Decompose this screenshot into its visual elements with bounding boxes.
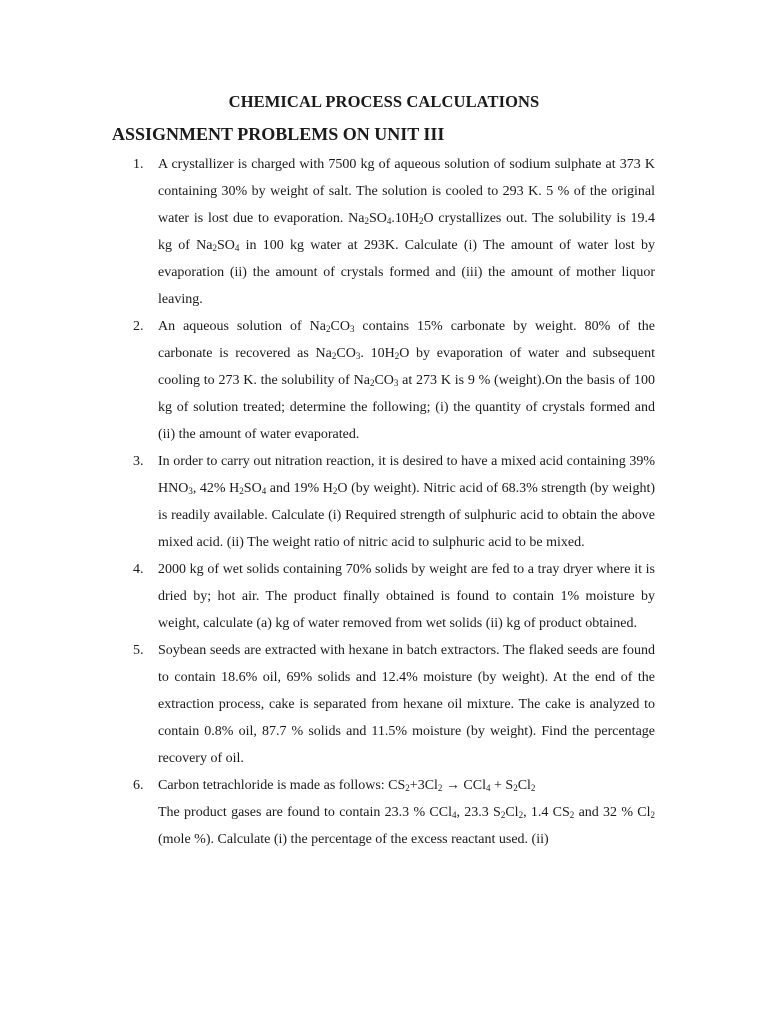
problem-text-run: A crystallizer is charged with 7500 kg of aqueous solution of sodium sulphate at 373 K containing 30% by weight of salt. The solution is cooled to 293 K. 5 % of the original water is lost due to evaporation. Na — [158, 157, 655, 226]
problem-text-run: , 23.3 S — [456, 805, 501, 820]
problem-text-run: 2000 kg of wet solids containing 70% solids by weight are fed to a tray dryer where it is dried by; hot air. The product finally obtained is found to contain 1% moisture by weight, calculate (a) kg of water removed from wet solids (ii) kg of product obtained. — [158, 562, 655, 631]
problem-text-run: contains 15% carbonate by weight. 80% of the carbonate is recovered as Na — [158, 319, 656, 361]
problem-text-run: Soybean seeds are extracted with hexane in batch extractors. The flaked seeds are found to contain 18.6% oil, 69% solids and 12.4% moisture (by weight). At the end of the extraction process, cake is separated from hexane oil mixture. The cake is analyzed to contain 0.8% oil, 87.7 % solids and 11.5% moisture (by weight). Find the percentage recovery of oil. — [158, 643, 655, 766]
problem-number: 3. — [133, 454, 144, 469]
problem-text-run: SO — [368, 211, 387, 226]
subscript: 4 — [486, 783, 491, 793]
problem-number: 2. — [133, 319, 144, 334]
problem-text-run: CO — [336, 346, 356, 361]
problem-number: 5. — [133, 643, 144, 658]
problem-item — [0, 772, 768, 853]
problem-text-run: → CCl — [442, 778, 486, 793]
problem-item — [0, 556, 768, 637]
problem-item — [0, 448, 768, 556]
subscript: 2 — [530, 783, 536, 793]
problem-text-run: The product gases are found to contain 23.3 % CCl — [158, 805, 452, 820]
subscript: 3 — [349, 324, 355, 334]
subscript: 2 — [437, 783, 443, 793]
problem-text-run: +3Cl — [409, 778, 438, 793]
subscript: 2 — [418, 216, 424, 226]
subscript: 2 — [518, 810, 524, 820]
problem-text-run: .10H — [391, 211, 419, 226]
problem-text — [158, 556, 655, 637]
subscript: 2 — [212, 243, 217, 253]
subscript: 2 — [331, 351, 337, 361]
problem-text-run: CO — [374, 373, 394, 388]
subscript: 3 — [393, 378, 399, 388]
problem-text-run: In order to carry out nitration reaction, it is desired to have a mixed acid containing 39% HNO — [158, 454, 655, 496]
problem-text-run: CO — [330, 319, 350, 334]
subscript: 3 — [355, 351, 361, 361]
problem-text-run: and 19% H — [266, 481, 333, 496]
document-title: CHEMICAL PROCESS CALCULATIONS — [228, 92, 540, 111]
problem-item — [0, 313, 768, 448]
subscript: 2 — [394, 351, 400, 361]
document-subtitle: ASSIGNMENT PROBLEMS ON UNIT III — [112, 124, 445, 144]
problem-text-run: (mole %). Calculate (i) the percentage of the excess reactant used. (ii) — [158, 832, 549, 847]
problem-text-run: and 32 % Cl — [574, 805, 651, 820]
problem-text-run: O crystallizes out. The solubility is 19.4 kg of Na — [158, 211, 655, 253]
subscript: 4 — [386, 216, 392, 226]
problem-text — [158, 448, 655, 556]
problem-number: 1. — [133, 157, 144, 172]
problem-text-run: Cl — [505, 805, 519, 820]
subscript: 2 — [364, 216, 369, 226]
subscript: 2 — [369, 378, 375, 388]
problem-list — [0, 151, 768, 853]
problem-text — [158, 772, 655, 853]
subscript: 2 — [569, 810, 575, 820]
problem-text-run: O (by weight). Nitric acid of 68.3% strength (by weight) is readily available. Calculate (i) Required strength of sulphuric acid to obtain the above mixed acid. (ii) The weight ratio of nitric acid to sulphuric acid to be mixed. — [158, 481, 655, 550]
problem-text — [158, 151, 655, 313]
problem-text-run: An aqueous solution of Na — [158, 319, 326, 334]
problem-number: 4. — [133, 562, 144, 577]
problem-text-run: , 42% H — [192, 481, 240, 496]
subscript: 4 — [234, 243, 240, 253]
problem-text — [158, 313, 655, 448]
problem-number: 6. — [133, 778, 144, 793]
subscript: 2 — [239, 486, 244, 496]
problem-text — [158, 637, 655, 772]
problem-text-run: + S — [490, 778, 514, 793]
problem-item — [0, 637, 768, 772]
subscript: 2 — [500, 810, 506, 820]
subscript: 2 — [650, 810, 656, 820]
problem-text-run: in 100 kg water at 293K. Calculate (i) The amount of water lost by evaporation (ii) the amount of crystals formed and (iii) the amount of mother liquor leaving. — [158, 238, 655, 307]
problem-text-run: , 1.4 CS — [523, 805, 570, 820]
problem-text-run: . 10H — [360, 346, 395, 361]
subscript: 2 — [326, 324, 331, 334]
problem-text-run: SO — [243, 481, 262, 496]
problem-text-run: Carbon tetrachloride is made as follows: CS — [158, 778, 406, 793]
subscript: 2 — [513, 783, 518, 793]
subscript: 2 — [405, 783, 410, 793]
subscript: 4 — [261, 486, 267, 496]
problem-text-run: at 273 K is 9 % (weight).On the basis of 100 kg of solution treated; determine the following; (i) the quantity of crystals formed and (ii) the amount of water evaporated. — [158, 373, 655, 442]
problem-text-run: O by evaporation of water and subsequent cooling to 273 K. the solubility of Na — [158, 346, 655, 388]
problem-item — [0, 151, 768, 313]
problem-text-run: SO — [216, 238, 235, 253]
subscript: 3 — [188, 486, 193, 496]
subscript: 4 — [451, 810, 457, 820]
subscript: 2 — [332, 486, 338, 496]
problem-text-run: Cl — [517, 778, 531, 793]
